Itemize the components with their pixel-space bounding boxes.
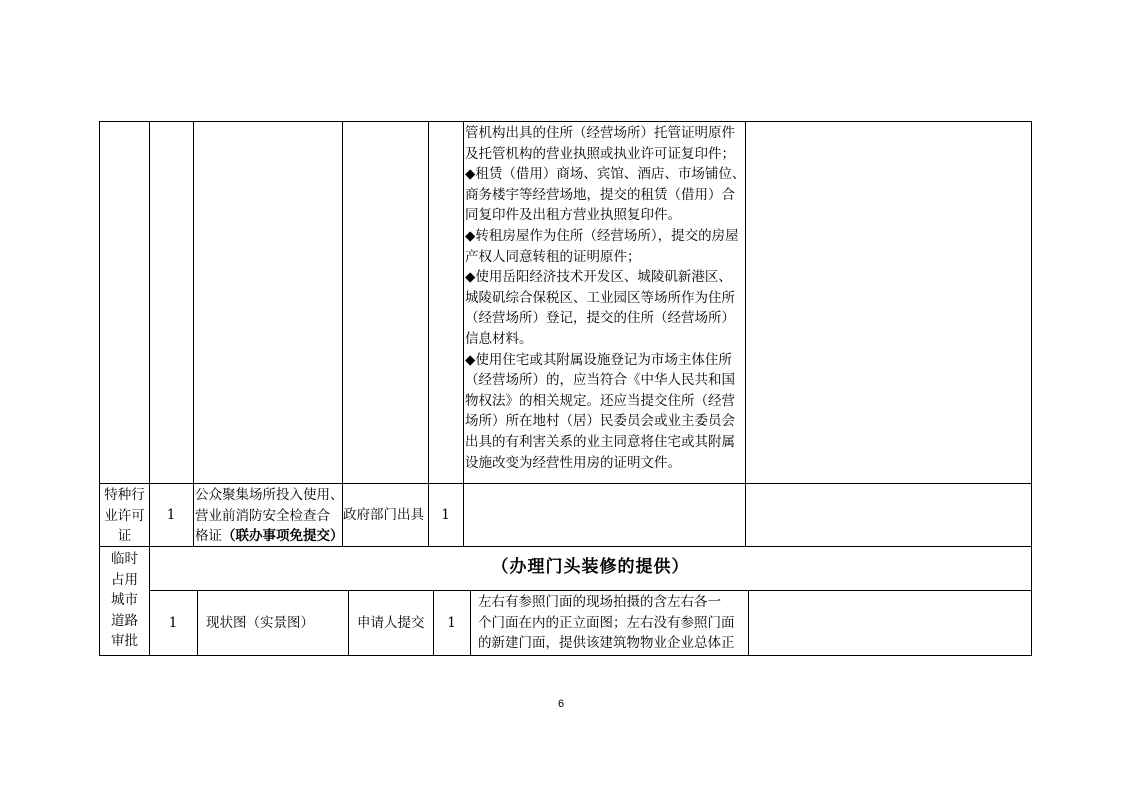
requirement-line: 出具的有利害关系的业主同意将住宅或其附属	[465, 434, 735, 450]
requirement-line: 物权法》的相关规定。还应当提交住所（经营	[465, 392, 735, 409]
category-line: 临时	[111, 551, 138, 567]
requirement-line: 个门面在内的正立面图；左右没有参照门面	[478, 614, 735, 631]
material-line-last	[195, 526, 344, 547]
material-prefix: 格证	[195, 528, 222, 545]
requirement-line: 场所）所在地村（居）民委员会或业主委员会	[465, 413, 735, 430]
joint-handling-note: （联办事项免提交）	[222, 528, 344, 545]
requirement-line: 管机构出具的住所（经营场所）托管证明原件	[465, 125, 735, 141]
road-permit-banner: （办理门头装修的提供）	[491, 557, 690, 577]
requirement-line: 左右有参照门面的现场拍摄的含左右各一	[478, 594, 721, 610]
road-permit-source: 申请人提交	[357, 615, 425, 631]
road-permit-copies: 1	[447, 615, 456, 631]
requirement-line: 的新建门面，提供该建筑物物业企业总体正	[478, 635, 735, 652]
page-number: 6	[557, 698, 565, 710]
road-permit-index: 1	[168, 615, 178, 631]
category-line: 证	[117, 528, 132, 545]
material-line: 公众聚集场所投入使用、	[195, 487, 344, 503]
category-line: 特种行	[104, 487, 145, 503]
requirement-line: ◆转租房屋作为住所（经营场所），提交的房屋	[465, 228, 739, 244]
special-permit-source: 政府部门出具	[343, 507, 424, 523]
road-permit-material: 现状图（实景图）	[206, 615, 314, 631]
requirement-line: ◆使用岳阳经济技术开发区、城陵矶新港区、	[465, 269, 732, 286]
category-line: 城市	[111, 592, 138, 609]
category-line: 业许可	[104, 507, 145, 524]
category-line: 审批	[111, 633, 138, 650]
requirement-line: 城陵矶综合保税区、工业园区等场所作为住所	[465, 289, 735, 306]
category-line: 占用	[111, 571, 138, 588]
requirement-line: 设施改变为经营性用房的证明文件。	[465, 454, 681, 471]
requirement-line: 及托管机构的营业执照或执业许可证复印件；	[465, 145, 735, 162]
requirement-line: 同复印件及出租方营业执照复印件。	[465, 207, 681, 224]
requirement-line: 产权人同意转租的证明原件；	[465, 248, 641, 265]
requirement-line: ◆租赁（借用）商场、宾馆、酒店、市场铺位、	[465, 166, 746, 183]
category-line: 道路	[111, 612, 138, 629]
requirement-line: （经营场所）登记，提交的住所（经营场所）	[465, 310, 735, 327]
requirement-line: 商务楼宇等经营场地，提交的租赁（借用）合	[465, 186, 735, 203]
requirement-line: ◆使用住宅或其附属设施登记为市场主体住所	[465, 351, 732, 368]
requirement-line: 信息材料。	[465, 331, 533, 347]
requirement-line: （经营场所）的，应当符合《中华人民共和国	[465, 372, 735, 389]
special-permit-index: 1	[166, 507, 176, 523]
special-permit-copies: 1	[441, 507, 450, 523]
material-line: 营业前消防安全检查合	[195, 507, 330, 524]
